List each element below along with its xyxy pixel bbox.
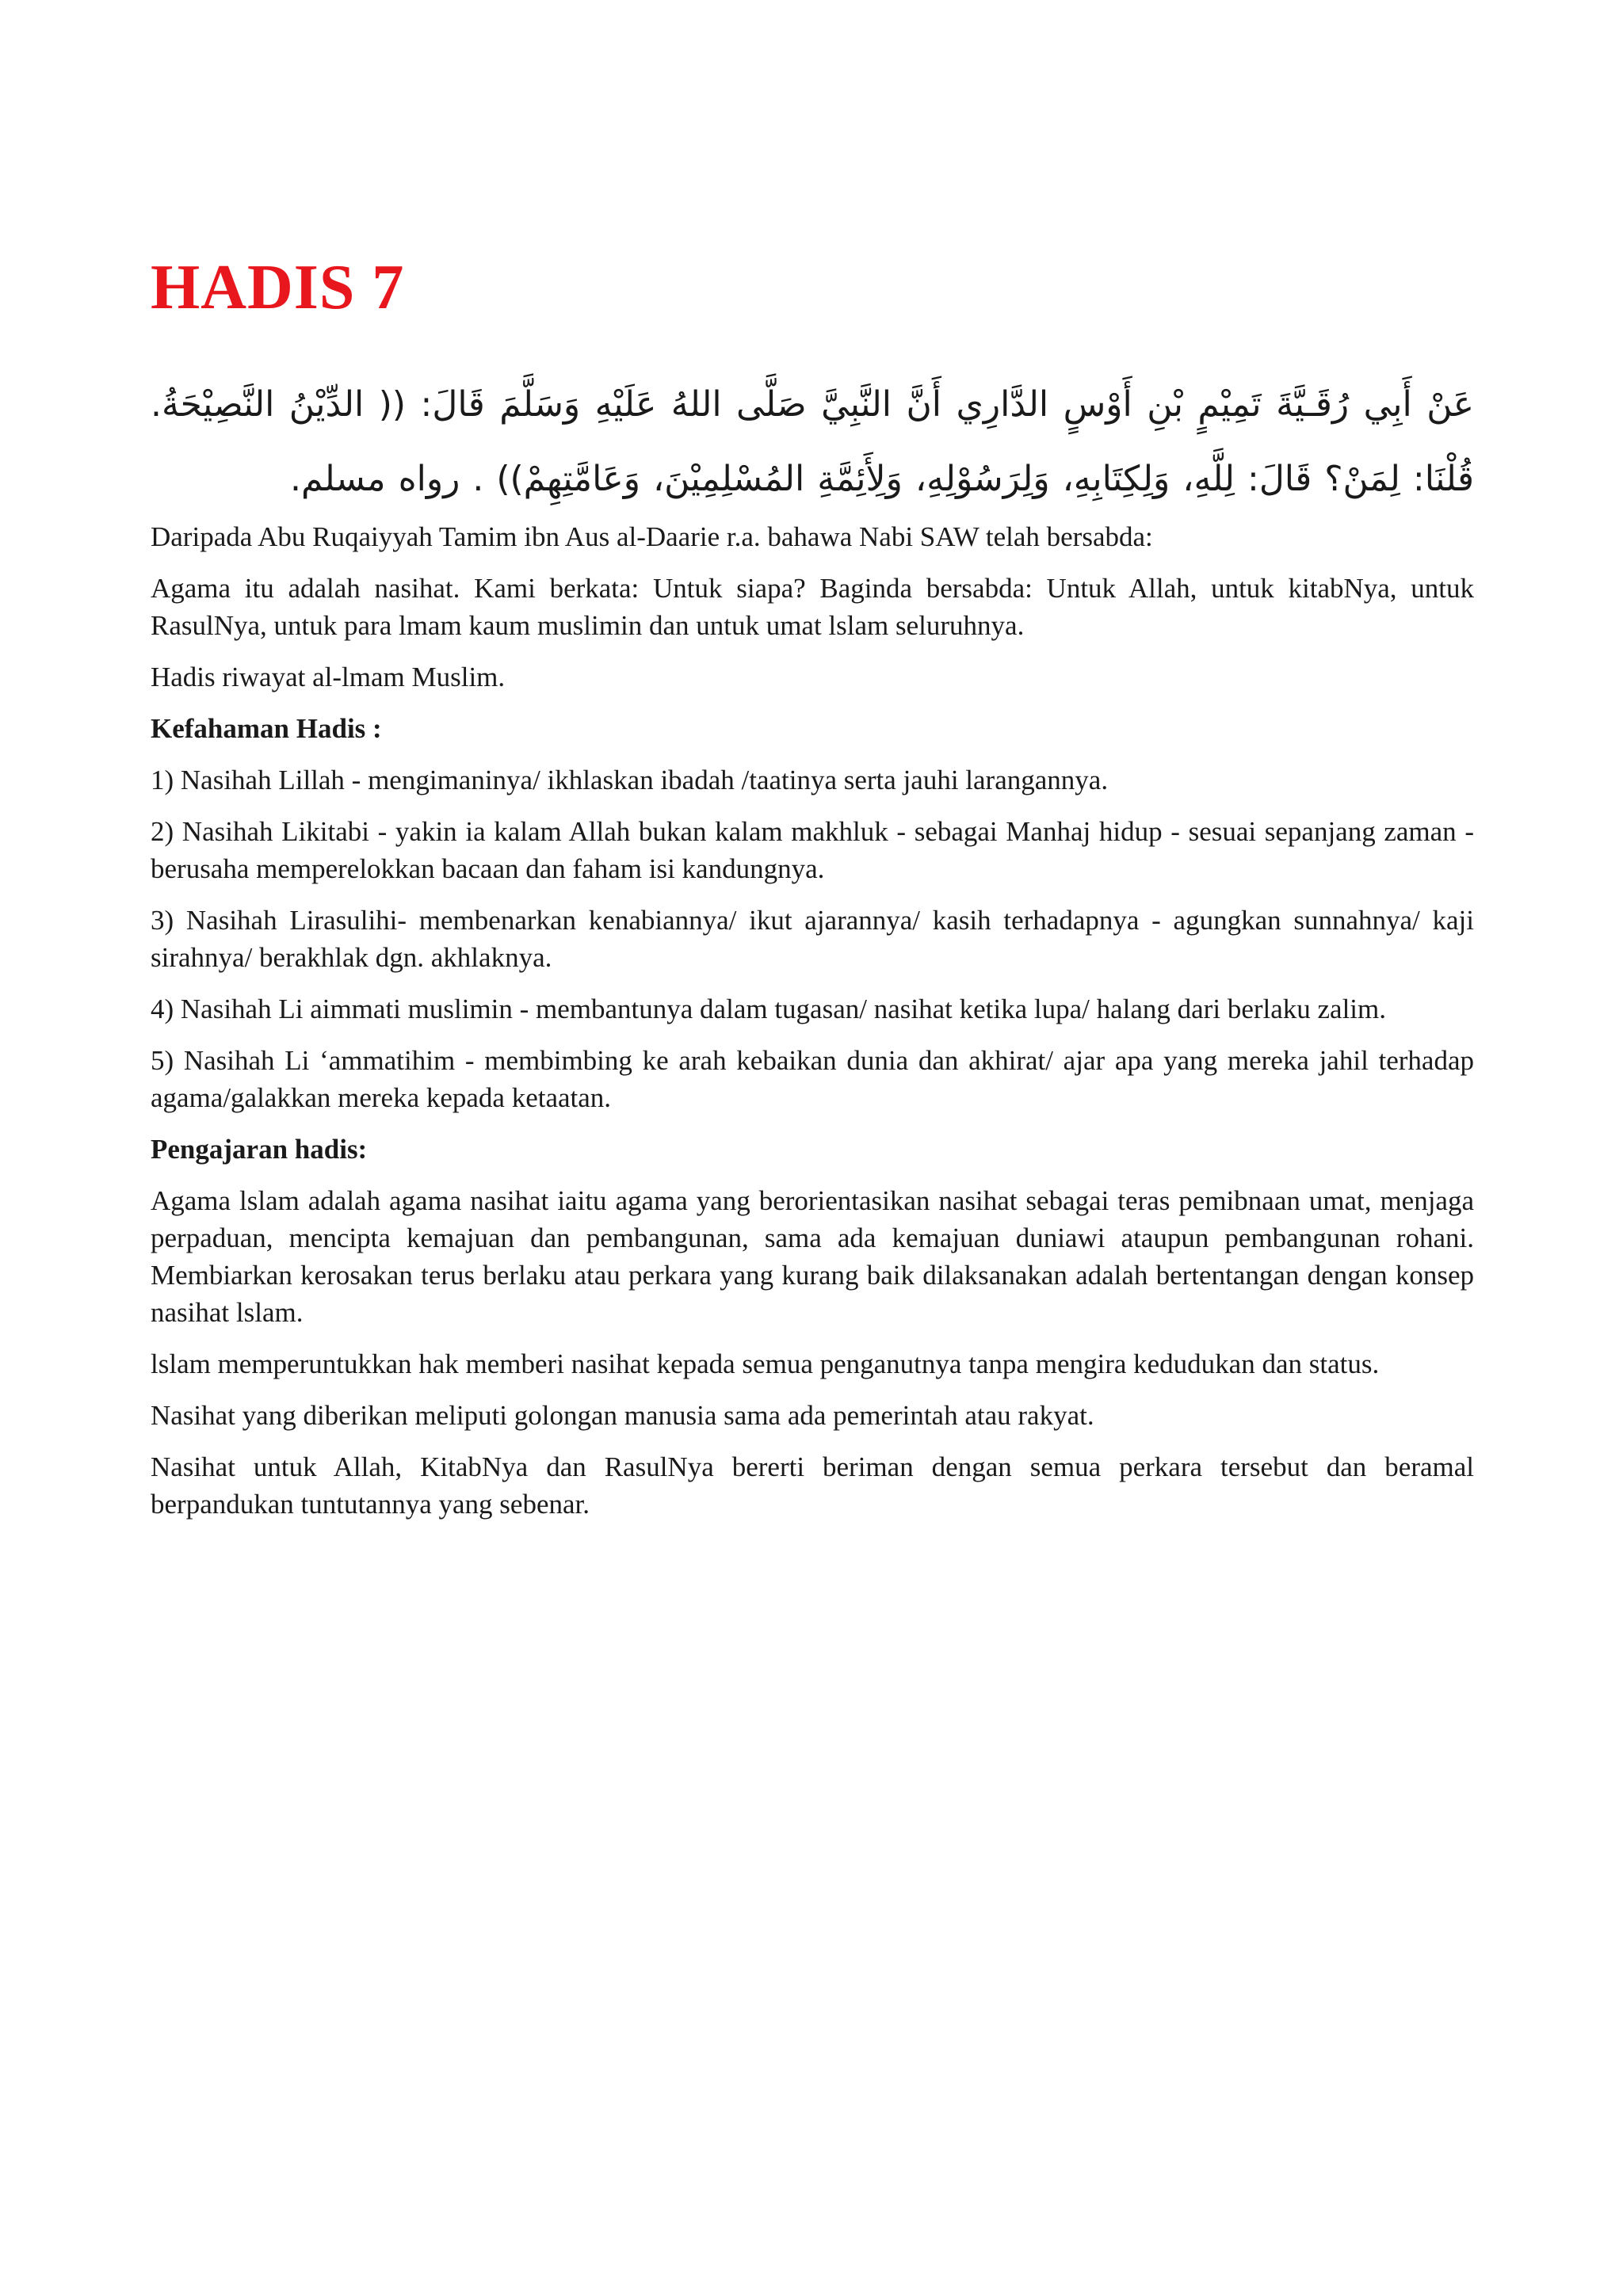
understanding-heading: Kefahaman Hadis : [151,713,382,744]
understanding-item: 5) Nasihah Li ‘ammatihim - membimbing ke arah kebaikan dunia dan akhirat/ ajar apa yang mereka jahil terhadap agama/galakkan mereka kepada ketaatan. [151,1045,1474,1113]
lesson-paragraph: Nasihat untuk Allah, KitabNya dan RasulNya bererti beriman dengan semua perkara tersebut dan beramal berpandukan tuntutannya yang sebenar. [151,1451,1474,1520]
lesson-paragraph: lslam memperuntukkan hak memberi nasihat kepada semua penganutnya tanpa mengira kedudukan dan status. [151,1348,1380,1379]
lesson-paragraph: Agama lslam adalah agama nasihat iaitu agama yang berorientasikan nasihat sebagai teras pemibnaan umat, menjaga perpaduan, mencipta kemajuan dan pembangunan, sama ada kemajuan duniawi ataupun pembangunan rohani. Membiarkan kerosakan terus berlaku atau perkara yang kurang baik dilaksanakan adalah bertentangan dengan konsep nasihat lslam. [151,1185,1474,1328]
lessons-heading: Pengajaran hadis: [151,1134,368,1165]
understanding-item: 1) Nasihah Lillah - mengimaninya/ ikhlaskan ibadah /taatinya serta jauhi larangannya. [151,765,1109,795]
translation-narration: Hadis riwayat al-lmam Muslim. [151,662,506,692]
understanding-item: 2) Nasihah Likitabi - yakin ia kalam Allah bukan kalam makhluk - sebagai Manhaj hidup - sesuai sepanjang zaman -berusaha memperelokkan bacaan dan faham isi kandungnya. [151,816,1474,884]
understanding-item: 4) Nasihah Li aimmati muslimin - membantunya dalam tugasan/ nasihat ketika lupa/ halang dari berlaku zalim. [151,994,1387,1024]
understanding-item: 3) Nasihah Lirasulihi- membenarkan kenabiannya/ ikut ajarannya/ kasih terhadapnya - agungkan sunnahnya/ kaji sirahnya/ berakhlak dgn. akhlaknya. [151,905,1474,973]
translation-intro: Daripada Abu Ruqaiyyah Tamim ibn Aus al-Daarie r.a. bahawa Nabi SAW telah bersabda: [151,521,1153,552]
document-content [151,252,1474,1537]
arabic-hadith-text: عَنْ أَبِي رُقَـيَّةَ تَمِيْمٍ بْنِ أَوْسٍ الدَّارِي أَنَّ النَّبِيَّ صَلَّى اللهُ عَلَيْهِ وَسَلَّمَ قَالَ: (( الدِّيْنُ النَّصِيْحَةُ. قُلْنَا: لِمَنْ؟ قَالَ: لِلَّهِ، وَلِكِتَابِهِ، وَلِرَسُوْلِهِ، وَلِأَئِمَّةِ المُسْلِمِيْنَ، وَعَامَّتِهِمْ)) . رواه مسلم. [151,384,1474,499]
translation-hadith: Agama itu adalah nasihat. Kami berkata: Untuk siapa? Baginda bersabda: Untuk Allah, untuk kitabNya, untuk RasulNya, untuk para lmam kaum muslimin dan untuk umat lslam seluruhnya. [151,573,1474,641]
page-title: HADIS 7 [151,253,405,322]
lesson-paragraph: Nasihat yang diberikan meliputi golongan manusia sama ada pemerintah atau rakyat. [151,1400,1094,1431]
